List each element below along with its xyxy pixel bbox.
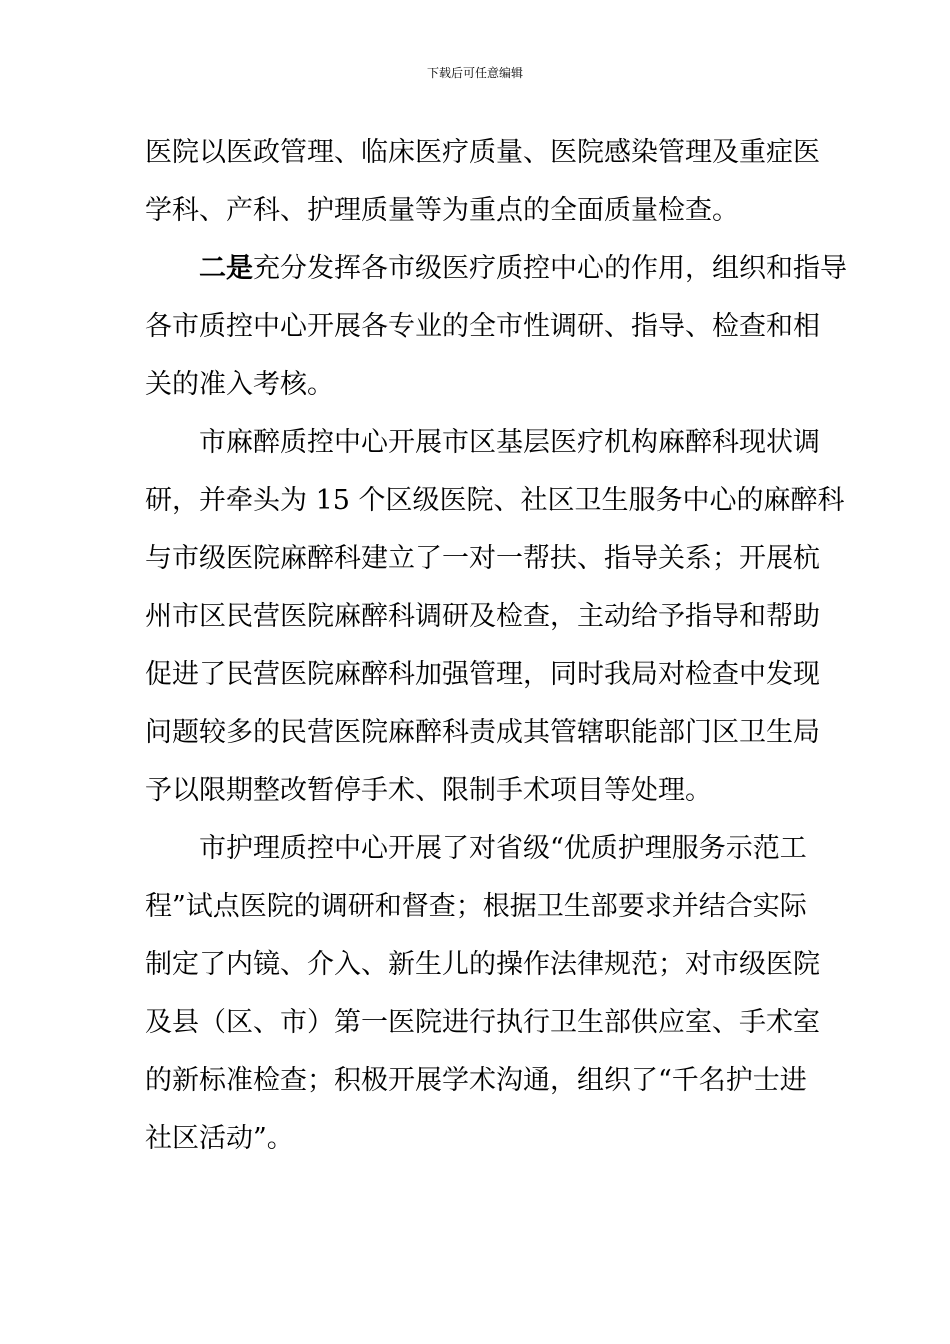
document-body [145, 124, 847, 1168]
text-line: 医院以医政管理、临床医疗质量、医院感染管理及重症医 [145, 137, 820, 168]
text-line: 学科、产科、护理质量等为重点的全面质量检查。 [145, 195, 739, 226]
text-line: 研，并牵头为 15 个区级医院、社区卫生服务中心的麻醉科 [145, 485, 845, 516]
text-line: 关的准入考核。 [145, 369, 334, 400]
page-header: 下载后可任意编辑 [426, 66, 523, 80]
text-line: 与市级医院麻醉科建立了一对一帮扶、指导关系；开展杭 [145, 543, 820, 574]
text-line: 各市质控中心开展各专业的全市性调研、指导、检查和相 [145, 311, 820, 342]
text-line: 市护理质控中心开展了对省级“优质护理服务示范工 [199, 833, 807, 864]
text-line: 制定了内镜、介入、新生儿的操作法律规范；对市级医院 [145, 949, 820, 980]
paragraph-3 [145, 414, 845, 820]
paragraph-1 [145, 124, 820, 240]
paragraph-lead-bold: 二是 [199, 253, 253, 284]
text-line: 促进了民营医院麻醉科加强管理，同时我局对检查中发现 [145, 659, 820, 690]
paragraph-4 [145, 820, 820, 1168]
text-line: 社区活动”。 [145, 1123, 294, 1154]
text-line: 的新标准检查；积极开展学术沟通，组织了“千名护士进 [145, 1065, 807, 1096]
text-line: 及县（区、市）第一医院进行执行卫生部供应室、手术室 [145, 1007, 820, 1038]
text-line: 予以限期整改暂停手术、限制手术项目等处理。 [145, 775, 712, 806]
text-line: 程”试点医院的调研和督查；根据卫生部要求并结合实际 [145, 891, 807, 922]
text-line-rest: 充分发挥各市级医疗质控中心的作用，组织和指导 [253, 253, 847, 284]
text-line: 市麻醉质控中心开展市区基层医疗机构麻醉科现状调 [199, 427, 820, 458]
text-line: 问题较多的民营医院麻醉科责成其管辖职能部门区卫生局 [145, 717, 820, 748]
paragraph-2 [145, 240, 847, 414]
text-line [145, 240, 847, 298]
text-line: 州市区民营医院麻醉科调研及检查，主动给予指导和帮助 [145, 601, 820, 632]
